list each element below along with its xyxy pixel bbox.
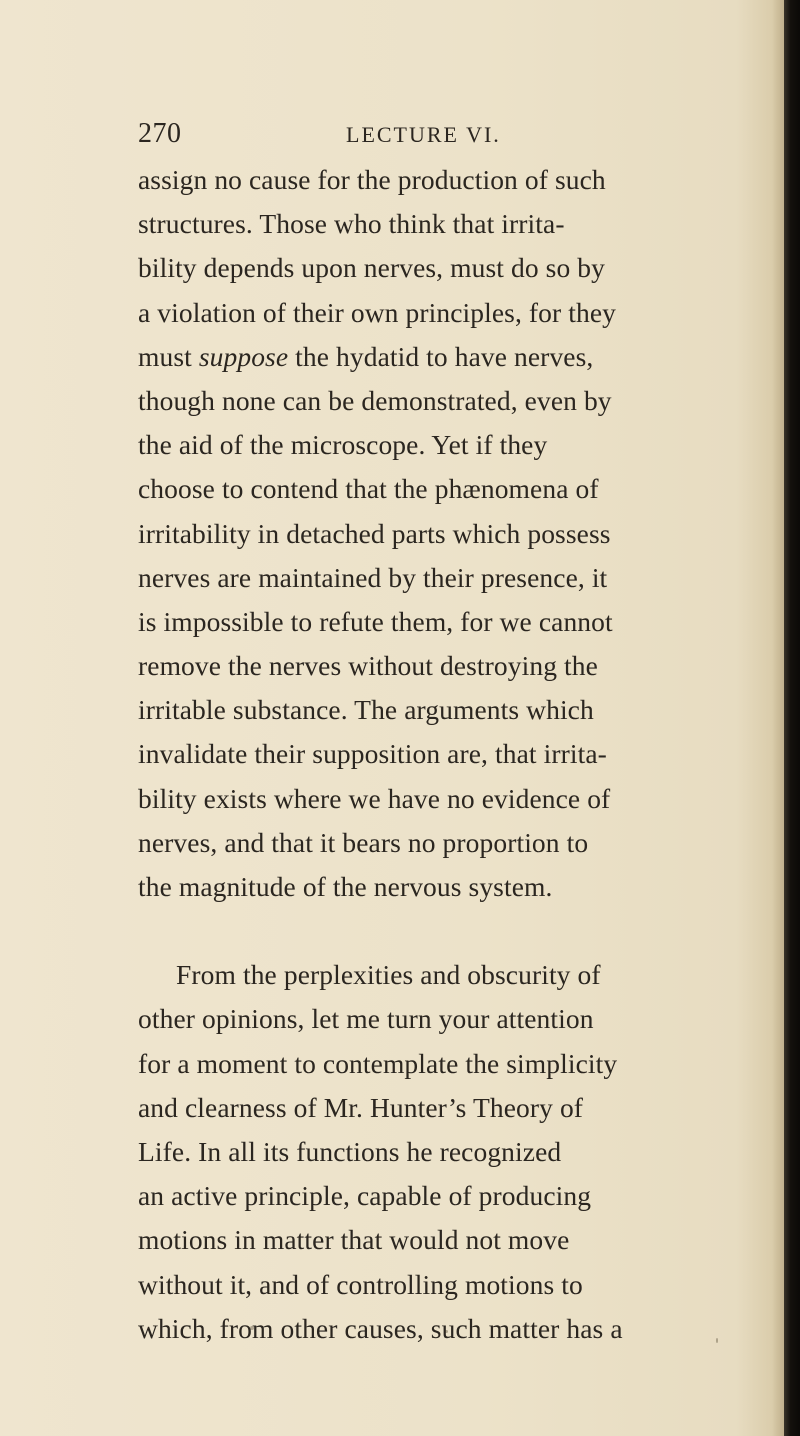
text-line: an active principle, capable of producing — [138, 1180, 592, 1212]
text-line: irritability in detached parts which possess — [138, 517, 611, 549]
text-line-with-italic — [138, 335, 778, 379]
text-line: the aid of the microscope. Yet if they — [138, 429, 548, 461]
page-dark-edge — [784, 0, 800, 1436]
paragraph-gap — [138, 909, 778, 953]
text-line: Life. In all its functions he recognized — [138, 1135, 562, 1167]
body-text — [138, 158, 778, 1351]
text-line: motions in matter that would not move — [138, 1224, 570, 1256]
paragraph-2 — [138, 953, 778, 1351]
paper-speck — [716, 1338, 718, 1343]
text-line: a violation of their own principles, for they — [138, 296, 616, 328]
text-line: assign no cause for the production of such — [138, 164, 606, 195]
italic-word: suppose — [198, 340, 289, 372]
text-line: which, from other causes, such matter has a — [138, 1312, 623, 1344]
text-line: for a moment to contemplate the simplicity — [138, 1047, 618, 1079]
text-line: invalidate their supposition are, that irrita- — [138, 738, 607, 770]
paper-speck — [250, 1326, 254, 1330]
text-line: bility exists where we have no evidence of — [138, 782, 611, 814]
text-line: is impossible to refute them, for we cannot — [138, 605, 613, 637]
text-segment: the hydatid to have nerves, — [288, 340, 594, 372]
text-line: choose to contend that the phænomena of — [138, 473, 599, 505]
text-line: nerves are maintained by their presence, it — [138, 561, 608, 593]
text-line: other opinions, let me turn your attention — [138, 1003, 594, 1035]
text-line: bility depends upon nerves, must do so by — [138, 252, 605, 284]
text-line: nerves, and that it bears no proportion to — [138, 826, 589, 858]
text-line: and clearness of Mr. Hunter’s Theory of — [138, 1091, 584, 1123]
paper-speck — [445, 1330, 448, 1333]
text-line: remove the nerves without destroying the — [138, 650, 598, 682]
text-line: irritable substance. The arguments which — [138, 694, 594, 726]
text-line: without it, and of controlling motions to — [138, 1268, 583, 1300]
paragraph-1 — [138, 158, 778, 909]
text-line: From the perplexities and obscurity of — [176, 959, 601, 991]
page-header — [138, 118, 778, 154]
text-line: the magnitude of the nervous system. — [138, 871, 553, 902]
text-line: though none can be demonstrated, even by — [138, 384, 612, 416]
text-segment: must — [138, 340, 199, 372]
page-number: 270 — [138, 118, 182, 149]
running-head: LECTURE VI. — [346, 122, 501, 147]
text-line: structures. Those who think that irrita- — [138, 208, 565, 240]
